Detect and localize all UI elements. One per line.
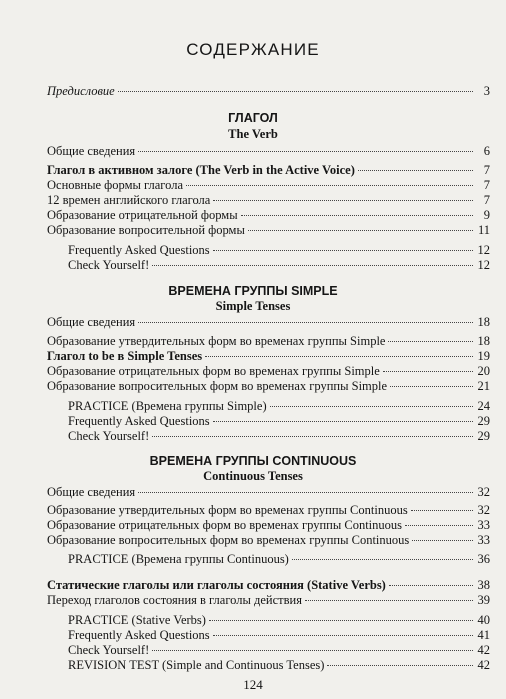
toc-entry-page: 9 <box>483 208 490 222</box>
toc-entry-page: 32 <box>477 503 490 517</box>
dot-leader <box>138 151 473 152</box>
section-subheading: Continuous Tenses <box>203 469 303 483</box>
dot-leader <box>213 421 473 422</box>
dot-leader <box>292 559 473 560</box>
toc-entry <box>68 414 490 429</box>
toc-entry-text: Образование отрицательной формы <box>47 208 238 222</box>
toc-entry <box>68 429 490 444</box>
dot-leader <box>152 265 473 266</box>
toc-entry-page: 20 <box>477 364 490 378</box>
toc-entry <box>47 533 490 548</box>
dot-leader <box>152 436 473 437</box>
toc-entry-text: Образование утвердительных форм во временах группы Simple <box>47 334 386 348</box>
dot-leader <box>213 635 473 636</box>
toc-entry <box>68 613 490 628</box>
toc-entry-page: 11 <box>477 223 490 237</box>
toc-entry-page: 7 <box>483 163 490 177</box>
toc-entry-text: Предисловие <box>47 84 115 98</box>
toc-entry-page: 6 <box>483 144 490 158</box>
toc-entry-text: Frequently Asked Questions <box>68 628 210 642</box>
toc-entry <box>47 518 490 533</box>
toc-entry <box>47 485 490 500</box>
toc-entry-page: 19 <box>477 349 490 363</box>
toc-entry <box>47 178 490 193</box>
toc-entry-page: 3 <box>483 84 490 98</box>
toc-entry-page: 29 <box>477 414 490 428</box>
toc-entry <box>47 349 490 364</box>
dot-leader <box>358 170 473 171</box>
toc-entry <box>68 628 490 643</box>
toc-entry <box>47 334 490 349</box>
toc-entry-page: 33 <box>477 533 490 547</box>
section-heading: ВРЕМЕНА ГРУППЫ CONTINUOUS <box>149 454 357 468</box>
toc-entry-text: Глагол to be в Simple Tenses <box>47 349 203 363</box>
toc-entry-text: PRACTICE (Времена группы Continuous) <box>68 552 289 566</box>
dot-leader <box>205 356 473 357</box>
toc-entry-text: Frequently Asked Questions <box>68 243 210 257</box>
dot-leader <box>389 585 473 586</box>
toc-entry-text: Образование вопросительных форм во временах группы Simple <box>47 379 388 393</box>
dot-leader <box>138 322 473 323</box>
dot-leader <box>138 492 473 493</box>
toc-entry-page: 12 <box>477 258 490 272</box>
toc-entry-page: 38 <box>477 578 490 592</box>
toc-entry <box>47 503 490 518</box>
dot-leader <box>383 371 473 372</box>
toc-entry-text: Образование вопросительной формы <box>47 223 245 237</box>
dot-leader <box>412 540 473 541</box>
dot-leader <box>248 230 473 231</box>
toc-entry <box>47 193 490 208</box>
toc-entry-text: Образование отрицательных форм во временах группы Simple <box>47 364 380 378</box>
toc-entry-text: PRACTICE (Времена группы Simple) <box>68 399 267 413</box>
toc-entry <box>68 399 490 414</box>
toc-entry <box>68 658 490 673</box>
dot-leader <box>209 620 473 621</box>
toc-entry-page: 40 <box>477 613 490 627</box>
section-subheading: Simple Tenses <box>215 299 291 313</box>
toc-entry-text: Образование отрицательных форм во временах группы Continuous <box>47 518 403 532</box>
toc-entry <box>47 163 490 178</box>
toc-entry <box>68 552 490 567</box>
toc-entry-page: 12 <box>477 243 490 257</box>
toc-entry-text: Глагол в активном залоге (The Verb in the Active Voice) <box>47 163 355 177</box>
toc-entry <box>47 208 490 223</box>
toc-entry-text: Основные формы глагола <box>47 178 183 192</box>
toc-entry-text: Check Yourself! <box>68 429 150 443</box>
toc-entry <box>47 364 490 379</box>
toc-entry <box>68 258 490 273</box>
dot-leader <box>390 386 473 387</box>
dot-leader <box>405 525 473 526</box>
toc-entry-page: 33 <box>477 518 490 532</box>
section-subheading: The Verb <box>228 127 278 141</box>
toc-entry-text: Check Yourself! <box>68 643 150 657</box>
toc-entry <box>47 593 490 608</box>
section-heading: ГЛАГОЛ <box>228 111 278 125</box>
dot-leader <box>213 250 473 251</box>
toc-entry-text: PRACTICE (Stative Verbs) <box>68 613 206 627</box>
toc-entry-text: REVISION TEST (Simple and Continuous Tenses) <box>68 658 325 672</box>
toc-entry-text: Общие сведения <box>47 485 136 499</box>
dot-leader <box>411 510 473 511</box>
toc-entry <box>47 379 490 394</box>
dot-leader <box>270 406 473 407</box>
toc-entry-text: Образование вопросительных форм во временах группы Continuous <box>47 533 410 547</box>
dot-leader <box>388 341 473 342</box>
dot-leader <box>327 665 473 666</box>
toc-entry-text: Общие сведения <box>47 315 136 329</box>
toc-entry-text: Переход глаголов состояния в глаголы действия <box>47 593 302 607</box>
toc-entry <box>68 643 490 658</box>
toc-entry-text: 12 времен английского глагола <box>47 193 211 207</box>
toc-entry <box>47 144 490 159</box>
dot-leader <box>241 215 473 216</box>
toc-entry-page: 21 <box>477 379 490 393</box>
toc-entry <box>47 578 490 593</box>
toc-entry-page: 41 <box>477 628 490 642</box>
toc-entry-page: 7 <box>483 193 490 207</box>
dot-leader <box>118 91 473 92</box>
toc-entry-text: Frequently Asked Questions <box>68 414 210 428</box>
toc-entry-page: 32 <box>477 485 490 499</box>
toc-entry-text: Общие сведения <box>47 144 136 158</box>
dot-leader <box>305 600 473 601</box>
section-heading: ВРЕМЕНА ГРУППЫ SIMPLE <box>168 284 338 298</box>
page-number: 124 <box>243 677 263 692</box>
toc-entry-page: 39 <box>477 593 490 607</box>
toc-entry <box>68 243 490 258</box>
dot-leader <box>152 650 473 651</box>
dot-leader <box>213 200 473 201</box>
toc-entry-page: 24 <box>477 399 490 413</box>
toc-entry-page: 18 <box>477 315 490 329</box>
page-title: СОДЕРЖАНИЕ <box>186 40 320 59</box>
toc-entry-text: Check Yourself! <box>68 258 150 272</box>
toc-entry-preface <box>47 84 490 99</box>
toc-entry-page: 36 <box>477 552 490 566</box>
toc-entry-page: 7 <box>483 178 490 192</box>
toc-entry-page: 18 <box>477 334 490 348</box>
toc-entry-text: Образование утвердительных форм во временах группы Continuous <box>47 503 408 517</box>
toc-entry-page: 42 <box>477 658 490 672</box>
toc-entry <box>47 223 490 238</box>
toc-entry-page: 42 <box>477 643 490 657</box>
toc-entry-page: 29 <box>477 429 490 443</box>
dot-leader <box>186 185 473 186</box>
toc-entry <box>47 315 490 330</box>
toc-entry-text: Статические глаголы или глаголы состояния (Stative Verbs) <box>47 578 386 592</box>
